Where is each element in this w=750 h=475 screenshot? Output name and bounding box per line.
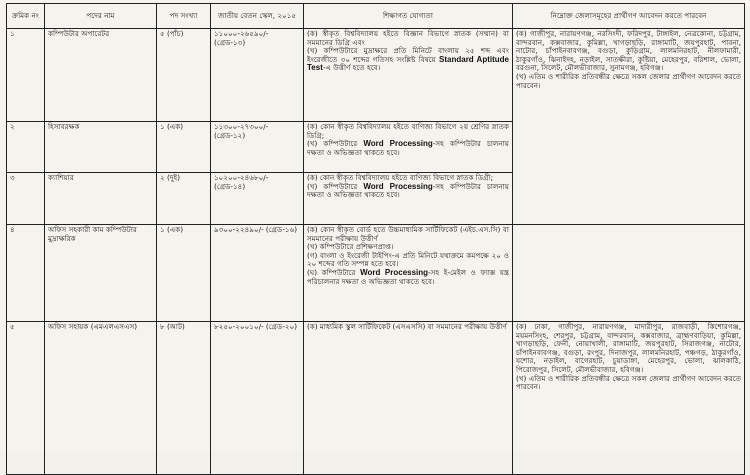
- post-cell: ক্যাশিয়ার: [45, 173, 157, 225]
- districts-cell-group1: [513, 29, 745, 225]
- qualification-cell: [304, 122, 513, 173]
- qualification-tail: -এ উত্তীর্ণ হতে হবে।: [322, 63, 381, 73]
- count-cell: ৫ (পাঁচ): [157, 29, 211, 122]
- post-cell: অফিস সহায়ক (এমএলএসএস): [45, 322, 157, 475]
- districts-note: (খ) এতিম ও শারীরিক প্রতিবন্ধীর ক্ষেত্রে সকল জেলার প্রার্থীগণ আবেদন করতে পারবেন।: [516, 373, 741, 392]
- table-row: [7, 29, 745, 122]
- table-row: [7, 225, 745, 322]
- districts-list: (ক) গাজীপুর, নারায়ণগঞ্জ, নরসিংদী, ফরিদপুর, টাঙ্গাইল, নেত্রকোনা, চট্টগ্রাম, বান্দরবান, কক্সবাজার, কুমিল্লা, খাগড়াছড়ি, রাঙ্গামাটি, জয়পুরহাট, পাবনা, নাটোর, চাঁপাইনবাবগঞ্জ, বগুড়া, কুড়িগ্রাম, লালমনিরহাট, নীলফামারী, ঠাকুরগাঁও, ঝিনাইদহ, নড়াইল, সাতক্ষীরা, কুষ্টিয়া, মেহেরপুর, বরিশাল, ভোলা, বরগুনা, সিলেট, মৌলভীবাজার, সুনামগঞ্জ, হবিগঞ্জ।: [516, 29, 741, 73]
- serial-cell: ৩: [7, 173, 45, 225]
- qualification-item: [307, 183, 509, 200]
- districts-list: (ক) ঢাকা, গাজীপুর, নারায়ণগঞ্জ, মাদারীপুর, রাজবাড়ী, কিশোরগঞ্জ, ময়মনসিংহ, শেরপুর, চট্টগ্রাম, বান্দরবান, কক্সবাজার, ব্রাহ্মণবাড়িয়া, কুমিল্লা, খাগড়াছড়ি, ফেনী, নোয়াখালী, রাঙ্গামাটি, জয়পুরহাট, সিরাজগঞ্জ, নাটোর, চাঁপাইনবাবগঞ্জ, বগুড়া, রংপুর, দিনাজপুর, লালমনিরহাট, পঞ্চগড়, ঠাকুরগাঁও, যশোর, নড়াইল, বাগেরহাট, চুয়াডাঙ্গা, মেহেরপুর, ভোলা, ঝালকাঠি, পিরোজপুর, সিলেট, মৌলভীবাজার, হবিগঞ্জ।: [516, 322, 741, 374]
- header-serial: ক্রমিক নং: [7, 4, 45, 29]
- count-cell: ২ (দুই): [157, 173, 211, 225]
- qualification-english-term: Word Processing: [360, 267, 429, 277]
- qualification-tail: -সহ ই-মেইল ও ফ্যাক্স যন্ত্র পরিচালনার দক্ষতা ও অভিজ্ঞতা থাকতে হবে।: [307, 267, 509, 286]
- header-post: পদের নাম: [45, 4, 157, 29]
- post-cell: অফিস সহকারী কাম কম্পিউটার মুদ্রাক্ষরিক: [45, 225, 157, 322]
- qualification-cell: [304, 29, 513, 122]
- post-cell: কম্পিউটার অপারেটর: [45, 29, 157, 122]
- qualification-text: (খ) কম্পিউটারে: [307, 181, 358, 191]
- header-scale: জাতীয় বেতন স্কেল, ২০১৫: [211, 4, 304, 29]
- qualification-item: (ক) স্বীকৃত বিশ্ববিদ্যালয় হইতে বিজ্ঞান বিভাগে স্নাতক (সম্মান) বা সমমানের ডিগ্রি এবং: [307, 29, 509, 47]
- qualification-text: (খ) কম্পিউটারে মুদ্রাক্ষরে প্রতি মিনিটে বাংলায় ২৫ শব্দ এবং ইংরেজীতে ৩০ শব্দের গতিসহ সংশ্লিষ্ট বিষয়ে: [307, 46, 509, 64]
- qualification-item: (গ) বাংলা ও ইংরেজী টাইপিং-এ প্রতি মিনিটে যথাক্রমে কমপক্ষে ২০ ও ২০ শব্দের গতি সম্পন্ন হতে হবে।: [307, 250, 509, 269]
- count-cell: ১ (এক): [157, 225, 211, 322]
- districts-cell-group2: [513, 322, 745, 475]
- qualification-cell: [304, 225, 513, 322]
- qualification-english-term: Word Processing: [363, 139, 433, 149]
- count-cell: ১ (এক): [157, 122, 211, 173]
- districts-note: (খ) এতিম ও শারীরিক প্রতিবন্ধীর ক্ষেত্রে সকল জেলার প্রার্থীগণ আবেদন করতে পারবেন।: [516, 71, 741, 90]
- qualification-item: (ক) মাধ্যমিক স্কুল সার্টিফিকেট (এসএসসি) বা সমমানের পরীক্ষায় উত্তীর্ণ: [307, 322, 507, 331]
- qualification-cell: [304, 173, 513, 225]
- scale-cell: ৯৩০০-২২৪৯০/- (গ্রেড-১৬): [211, 225, 304, 322]
- qualification-item: [307, 140, 509, 157]
- serial-cell: ২: [7, 122, 45, 173]
- serial-cell: ১: [7, 29, 45, 122]
- qualification-cell: [304, 322, 513, 475]
- scale-cell: ১১০০০-২৬৫৯০/- (গ্রেড-১৩): [211, 29, 304, 122]
- qualification-item: (খ) কম্পিউটারে প্রশিক্ষণপ্রাপ্ত।: [307, 242, 394, 252]
- qualification-english-term: Word Processing: [363, 181, 433, 191]
- qualification-tail: -সহ কম্পিউটার চালনায় দক্ষতা ও অভিজ্ঞতা থাকতে হবে।: [307, 181, 509, 200]
- table-header-row: [7, 4, 745, 29]
- job-table: [6, 3, 745, 475]
- qualification-item: (ক) কোন স্বীকৃত বোর্ড হতে উচ্চমাধ্যমিক সার্টিফিকেট (এইচ.এস.সি) বা সমমানের পরীক্ষায় উত্তীর্ণ: [307, 225, 509, 243]
- header-qualification: শিক্ষাগত যোগ্যতা: [304, 4, 513, 29]
- qualification-text: (ঘ) কম্পিউটারে: [307, 267, 356, 277]
- qualification-item: [307, 47, 509, 73]
- count-cell: ৮ (আট): [157, 322, 211, 475]
- scale-cell: ১০২০০-২৪৬৮০/- (গ্রেড-১৪): [211, 173, 304, 225]
- table-row: [7, 322, 745, 475]
- qualification-text: (খ) কম্পিউটারে: [307, 139, 358, 149]
- serial-cell: ৪: [7, 225, 45, 322]
- districts-cell-empty: [513, 225, 745, 322]
- post-cell: হিসাবরক্ষক: [45, 122, 157, 173]
- qualification-tail: -সহ কম্পিউটার চালনায় দক্ষতা ও অভিজ্ঞতা থাকতে হবে।: [307, 139, 509, 157]
- scale-cell: ১১৩০০-২৭৩০০/- (গ্রেড-১২): [211, 122, 304, 173]
- qualification-english-term: Standard Aptitude Test: [307, 54, 509, 73]
- header-districts: নিম্নোক্ত জেলাসমূহের প্রার্থীগণ আবেদন করতে পারবেন: [513, 4, 745, 29]
- qualification-item: (ক) কোন স্বীকৃত বিশ্ববিদ্যালয় হইতে বাণিজ্য বিভাগে স্নাতক ডিগ্রী;: [307, 173, 493, 182]
- header-count: পদ সংখ্যা: [157, 4, 211, 29]
- serial-cell: ৫: [7, 322, 45, 475]
- qualification-item: (ক) কোন স্বীকৃত বিশ্ববিদ্যালয় হইতে বাণিজ্য বিভাগে ২য় শ্রেণির স্নাতক ডিগ্রি;: [307, 122, 509, 140]
- scale-cell: ৮২৫০-২০০১০/- (গ্রেড-২০): [211, 322, 304, 475]
- qualification-item: [307, 269, 509, 286]
